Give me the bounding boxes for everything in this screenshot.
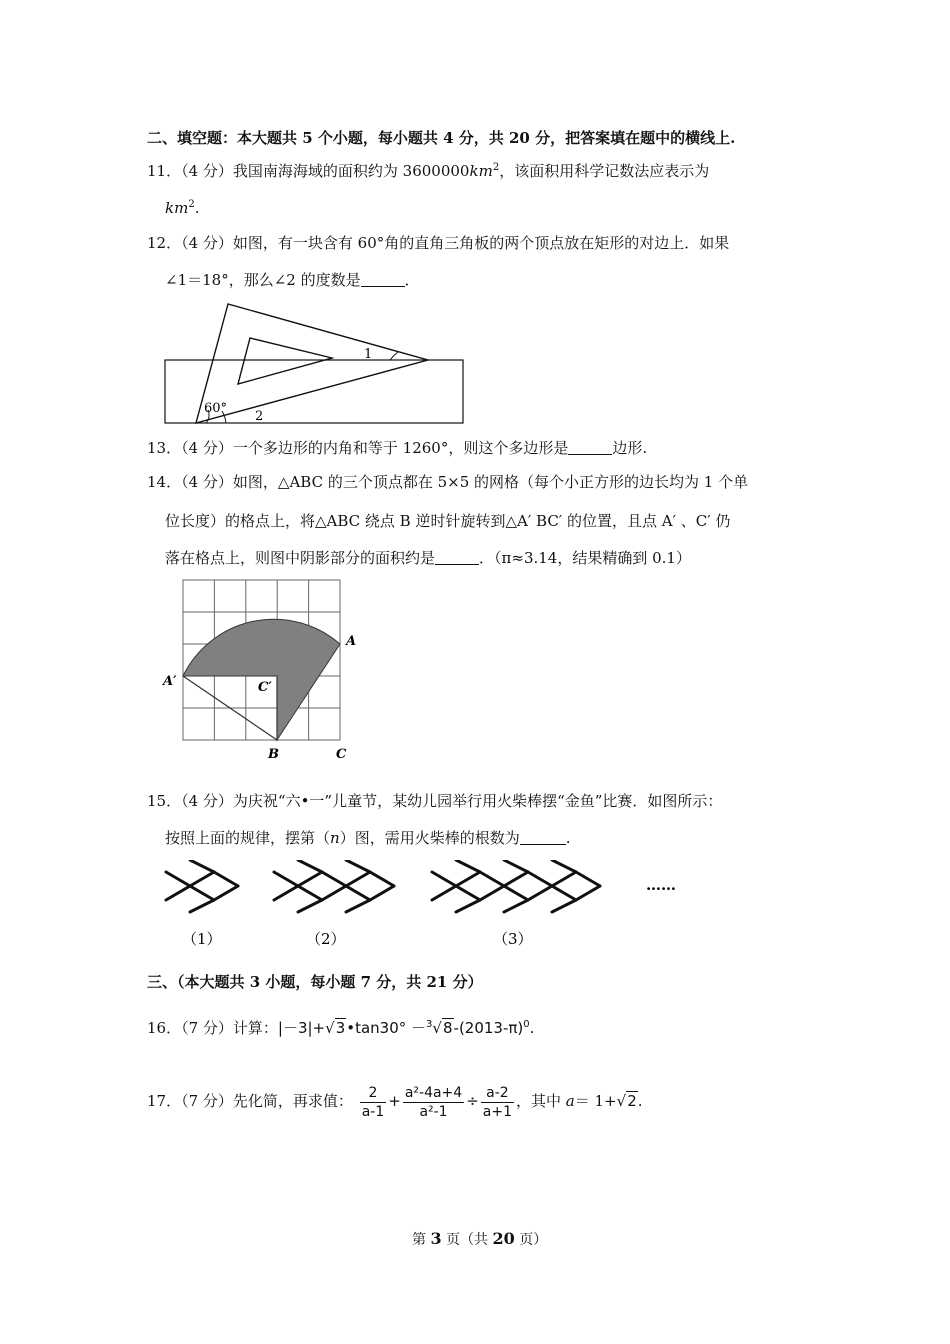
q17-number: 17． (147, 1092, 182, 1110)
q11-end: . (194, 199, 200, 217)
q17-line: 17．（7 分）先化简，再求值： $\frac{2}{a-1}$ + $\frac{\text{a²-4a+4}}{\text{a²-1}}$ ÷ $\frac{a-2}{a+1}$ ，其中 a＝ 1+√2. (147, 1084, 643, 1120)
section3-heading: 三、（本大题共 3 小题，每小题 7 分，共 21 分） (147, 973, 483, 991)
q11-text-a: （4 分）我国南海海域的面积约为 3600000 (181, 162, 470, 180)
q15-number: 15． (147, 792, 182, 810)
q17-text: （7 分）先化简，再求值： (181, 1092, 353, 1110)
q15-answer-blank[interactable] (520, 830, 566, 845)
q15-end: . (565, 829, 571, 847)
q17-sqrt-arg: 2 (627, 1092, 637, 1110)
q17-condition-b: ＝ 1+ (574, 1092, 617, 1110)
q11-unit2: km (165, 199, 189, 217)
q11-text-b: ，该面积用科学记数法应表示为 (499, 162, 710, 180)
q11-unit: km (469, 162, 493, 180)
q16-expression: |－3|+√3•tan30° $-^3√8-(2013-\pi)^0$ (277, 1019, 530, 1037)
footer-text-c: 页） (514, 1232, 548, 1248)
footer-text-a: 第 (412, 1232, 431, 1248)
q14-line3 (165, 548, 691, 568)
fish-figure-1 (166, 860, 238, 912)
q16-cbrt-index: 3 (426, 1019, 433, 1030)
q16-abs-part: |－3|+ (277, 1019, 326, 1037)
caption-2: （2） (306, 930, 346, 948)
caption-3: （3） (493, 930, 533, 948)
footer-page-number: 3 (430, 1229, 442, 1248)
q17-variable: a (565, 1092, 575, 1110)
q17-end: . (637, 1092, 643, 1110)
q16-sqrt-arg: 3 (335, 1019, 346, 1037)
page-footer (412, 1229, 547, 1250)
q17-fraction-2 (403, 1084, 464, 1121)
q12-line1 (147, 233, 729, 253)
q13-answer-blank[interactable] (568, 440, 612, 455)
q16-exponent: 0 (523, 1019, 530, 1030)
q17-condition-a: ，其中 (516, 1092, 566, 1110)
label-C-prime: C′ (258, 680, 272, 695)
q13-text-b: 边形. (612, 439, 648, 457)
q17-divide: ÷ (466, 1092, 479, 1110)
q17-fraction-3 (481, 1084, 514, 1121)
q15-n: n (330, 829, 340, 847)
q13-text-a: （4 分）一个多边形的内角和等于 1260°，则这个多边形是 (181, 439, 569, 457)
q12-line2 (165, 270, 420, 290)
continuation-dots: …… (646, 876, 676, 894)
label-2: 2 (255, 409, 264, 424)
q11-number: 11． (147, 162, 182, 180)
q14-line1 (147, 472, 748, 492)
q13-line (147, 438, 647, 458)
q12-text2: ∠1＝18°，那么∠2 的度数是 (165, 271, 361, 289)
fish-figure-2 (274, 860, 394, 912)
q15-line1 (147, 791, 722, 811)
q17-f2-numerator: a²-4a+4 (404, 1084, 463, 1101)
q11-exp2: 2 (188, 199, 195, 210)
q17-f3-numerator: a-2 (481, 1084, 514, 1103)
q15-line2 (165, 828, 570, 848)
triangle-board-inner (238, 338, 332, 384)
q16-cbrt-arg: 8 (442, 1019, 453, 1037)
q15-text2b: ）图，需用火柴棒的根数为 (339, 829, 520, 847)
q14-text3a: 落在格点上，则图中阴影部分的面积约是 (165, 549, 436, 567)
label-A-prime: A′ (163, 674, 177, 689)
label-A: A (346, 634, 357, 649)
q14-text1: （4 分）如图，△ABC 的三个顶点都在 5×5 的网格（每个小正方形的边长均为 1 个单 (181, 473, 749, 491)
angle-1-arc (390, 352, 398, 360)
q17-f1-denominator: a-1 (361, 1103, 385, 1120)
q11-line2 (165, 198, 199, 218)
q12-figure (160, 298, 470, 428)
q16-text: （7 分）计算： (181, 1019, 278, 1037)
q14-answer-blank[interactable] (435, 550, 479, 565)
label-60: 60° (204, 401, 228, 416)
q17-fraction-1 (360, 1084, 387, 1121)
label-B: B (268, 747, 279, 762)
q12-end: ． (404, 271, 420, 289)
fish-figure-3 (432, 860, 600, 912)
q14-number: 14． (147, 473, 182, 491)
footer-text-b: 页（共 (441, 1232, 493, 1248)
q14-text3b: ．（π≈3.14，结果精确到 0.1） (479, 549, 691, 567)
caption-1: （1） (182, 930, 222, 948)
q15-text2a: 按照上面的规律，摆第（ (165, 829, 331, 847)
q17-plus: + (388, 1092, 401, 1110)
q16-tan-part: •tan30° － (346, 1019, 427, 1037)
q17-f3-denominator: a+1 (482, 1103, 512, 1120)
q16-power-part: -(2013-π) (453, 1019, 524, 1037)
footer-total-pages: 20 (492, 1229, 515, 1248)
q12-answer-blank[interactable] (361, 272, 405, 287)
q15-matchstick-figure (160, 860, 700, 955)
q16-line (147, 1016, 534, 1040)
q11-line1 (147, 161, 709, 181)
label-C: C (336, 747, 347, 762)
label-1: 1 (364, 347, 373, 362)
q12-number: 12． (147, 234, 182, 252)
q11-exp: 2 (492, 162, 500, 173)
q13-number: 13． (147, 439, 182, 457)
q16-number: 16． (147, 1019, 182, 1037)
q12-text: （4 分）如图，有一块含有 60°角的直角三角板的两个顶点放在矩形的对边上．如果 (181, 234, 730, 252)
q15-text1: （4 分）为庆祝“六•一”儿童节，某幼儿园举行用火柴棒摆“金鱼”比赛．如图所示： (181, 792, 723, 810)
section2-heading: 二、填空题：本大题共 5 个小题，每小题共 4 分，共 20 分，把答案填在题中的横线上. (147, 129, 736, 147)
q17-f1-numerator: 2 (360, 1084, 387, 1103)
q16-end: . (529, 1019, 535, 1037)
q14-line2: 位长度）的格点上，将△ABC 绕点 B 逆时针旋转到△A′ BC′ 的位置，且点 A′ 、C′ 仍 (165, 512, 731, 530)
q14-grid-figure (160, 575, 370, 767)
q17-f2-denominator: a²-1 (419, 1103, 448, 1120)
